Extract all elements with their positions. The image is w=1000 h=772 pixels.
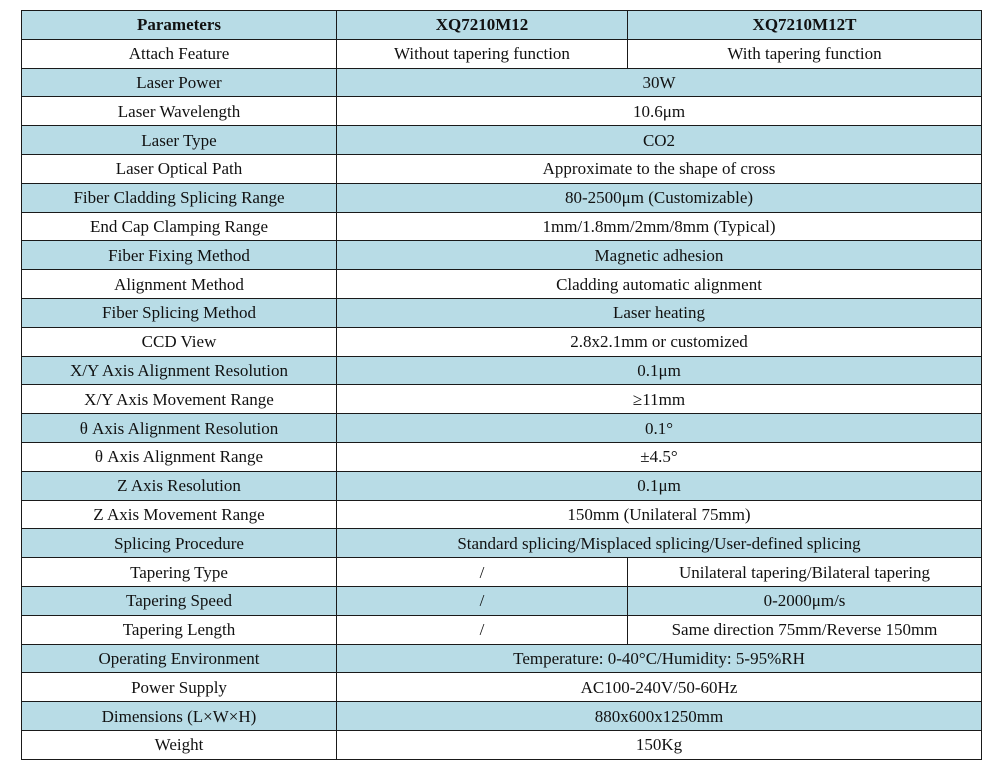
value-cell-m12t: Unilateral tapering/Bilateral tapering: [628, 558, 982, 587]
header-row: [22, 11, 982, 40]
value-cell: Laser heating: [337, 298, 982, 327]
value-cell-m12t: With tapering function: [628, 39, 982, 68]
value-cell-m12t: 0-2000μm/s: [628, 586, 982, 615]
param-cell: Laser Optical Path: [22, 154, 337, 183]
table-row: [22, 68, 982, 97]
value-cell: 150mm (Unilateral 75mm): [337, 500, 982, 529]
value-cell: 10.6μm: [337, 97, 982, 126]
param-cell: Tapering Type: [22, 558, 337, 587]
value-cell-m12: Without tapering function: [337, 39, 628, 68]
param-cell: CCD View: [22, 327, 337, 356]
value-cell: AC100-240V/50-60Hz: [337, 673, 982, 702]
table-row: [22, 241, 982, 270]
table-row: [22, 644, 982, 673]
table-row: [22, 356, 982, 385]
value-cell: Standard splicing/Misplaced splicing/User-defined splicing: [337, 529, 982, 558]
table-row: [22, 500, 982, 529]
table-row: [22, 702, 982, 731]
param-cell: θ Axis Alignment Resolution: [22, 414, 337, 443]
value-cell: 2.8x2.1mm or customized: [337, 327, 982, 356]
param-cell: Fiber Cladding Splicing Range: [22, 183, 337, 212]
value-cell-m12: /: [337, 615, 628, 644]
param-cell: Z Axis Movement Range: [22, 500, 337, 529]
table-row: [22, 471, 982, 500]
value-cell: 0.1°: [337, 414, 982, 443]
value-cell: 150Kg: [337, 730, 982, 759]
spec-table-container: [21, 10, 981, 760]
param-cell: Tapering Length: [22, 615, 337, 644]
table-row: [22, 558, 982, 587]
param-cell: Alignment Method: [22, 270, 337, 299]
table-row: [22, 39, 982, 68]
table-row: [22, 673, 982, 702]
table-row: [22, 327, 982, 356]
value-cell: 880x600x1250mm: [337, 702, 982, 731]
spec-table: [21, 10, 982, 760]
value-cell: Magnetic adhesion: [337, 241, 982, 270]
value-cell: 0.1μm: [337, 356, 982, 385]
param-cell: Fiber Fixing Method: [22, 241, 337, 270]
table-row: [22, 586, 982, 615]
table-row: [22, 97, 982, 126]
table-row: [22, 385, 982, 414]
param-cell: End Cap Clamping Range: [22, 212, 337, 241]
param-cell: θ Axis Alignment Range: [22, 442, 337, 471]
param-cell: X/Y Axis Alignment Resolution: [22, 356, 337, 385]
value-cell: Approximate to the shape of cross: [337, 154, 982, 183]
param-cell: Operating Environment: [22, 644, 337, 673]
value-cell-m12t: Same direction 75mm/Reverse 150mm: [628, 615, 982, 644]
value-cell: 0.1μm: [337, 471, 982, 500]
table-row: [22, 442, 982, 471]
table-row: [22, 529, 982, 558]
param-cell: Attach Feature: [22, 39, 337, 68]
table-row: [22, 154, 982, 183]
param-cell: Power Supply: [22, 673, 337, 702]
table-row: [22, 615, 982, 644]
value-cell: Temperature: 0-40°C/Humidity: 5-95%RH: [337, 644, 982, 673]
table-row: [22, 270, 982, 299]
param-cell: Tapering Speed: [22, 586, 337, 615]
table-row: [22, 183, 982, 212]
value-cell: 80-2500μm (Customizable): [337, 183, 982, 212]
table-row: [22, 414, 982, 443]
value-cell: Cladding automatic alignment: [337, 270, 982, 299]
value-cell-m12: /: [337, 586, 628, 615]
param-cell: Fiber Splicing Method: [22, 298, 337, 327]
value-cell: CO2: [337, 126, 982, 155]
param-cell: Z Axis Resolution: [22, 471, 337, 500]
table-row: [22, 730, 982, 759]
table-row: [22, 126, 982, 155]
header-parameters: Parameters: [22, 11, 337, 40]
value-cell: ≥11mm: [337, 385, 982, 414]
param-cell: Laser Type: [22, 126, 337, 155]
value-cell: 30W: [337, 68, 982, 97]
header-model-xq7210m12t: XQ7210M12T: [628, 11, 982, 40]
value-cell: 1mm/1.8mm/2mm/8mm (Typical): [337, 212, 982, 241]
param-cell: Dimensions (L×W×H): [22, 702, 337, 731]
param-cell: X/Y Axis Movement Range: [22, 385, 337, 414]
table-row: [22, 298, 982, 327]
value-cell-m12: /: [337, 558, 628, 587]
param-cell: Weight: [22, 730, 337, 759]
param-cell: Laser Power: [22, 68, 337, 97]
value-cell: ±4.5°: [337, 442, 982, 471]
table-row: [22, 212, 982, 241]
header-model-xq7210m12: XQ7210M12: [337, 11, 628, 40]
param-cell: Laser Wavelength: [22, 97, 337, 126]
param-cell: Splicing Procedure: [22, 529, 337, 558]
